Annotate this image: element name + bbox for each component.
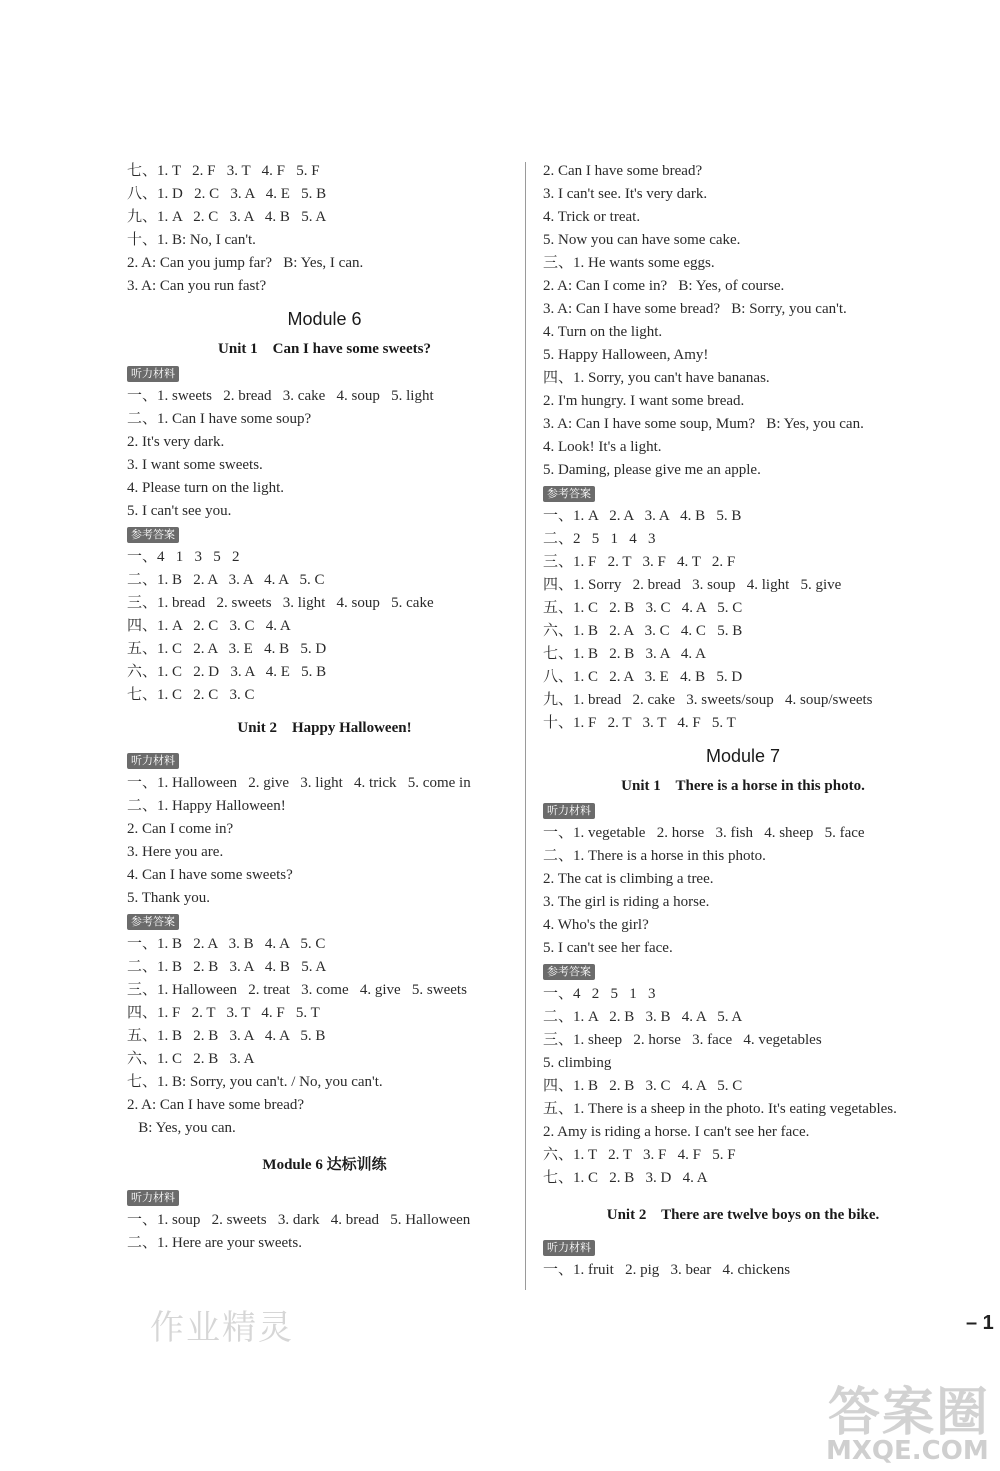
answer-line: 5. I can't see her face.	[543, 940, 673, 956]
module-6-heading: Module 6	[287, 309, 362, 329]
section-block	[127, 933, 522, 1140]
answer-line: 2. Can I have some bread?	[543, 163, 703, 179]
section-block	[127, 160, 522, 298]
answer-line: 十、1. B: No, I can't.	[127, 232, 256, 248]
section-block	[127, 772, 522, 910]
module-7-heading: Module 7	[705, 746, 781, 766]
answer-line: 5. Happy Halloween, Amy!	[543, 347, 709, 363]
answer-line: 2. I'm hungry. I want some bread.	[543, 393, 745, 409]
column-divider	[525, 162, 526, 1290]
answer-line: 七、1. B: Sorry, you can't. / No, you can't.	[127, 1074, 383, 1090]
answer-line: 二、1. Happy Halloween!	[127, 798, 286, 814]
answer-line: 5. I can't see you.	[127, 503, 232, 519]
answer-line: 5. Daming, please give me an apple.	[543, 462, 761, 478]
answer-line: 七、1. C 2. C 3. C	[127, 687, 255, 703]
answer-line: 二、1. Can I have some soup?	[127, 411, 312, 427]
answer-line: 一、1. Halloween 2. give 3. light 4. trick 5. come in	[127, 775, 471, 791]
section-block	[127, 385, 522, 523]
answer-line: 三、1. F 2. T 3. F 4. T 2. F	[543, 554, 736, 570]
answer-line: 3. I want some sweets.	[127, 457, 263, 473]
answer-line: 四、1. B 2. B 3. C 4. A 5. C	[543, 1078, 743, 1094]
listening-label: 听力材料	[127, 366, 179, 382]
answer-line: 4. Who's the girl?	[543, 917, 649, 933]
section-block	[543, 505, 943, 735]
answer-line: 七、1. T 2. F 3. T 4. F 5. F	[127, 163, 320, 179]
section-block	[543, 160, 943, 482]
answer-line: 二、1. B 2. A 3. A 4. A 5. C	[127, 572, 325, 588]
answer-line: 4. Can I have some sweets?	[127, 867, 293, 883]
answer-line: 一、1. A 2. A 3. A 4. B 5. B	[543, 508, 742, 524]
left-column	[127, 160, 522, 1255]
answer-line: 3. A: Can you run fast?	[127, 278, 267, 294]
answer-line: 3. The girl is riding a horse.	[543, 894, 710, 910]
unit-2-heading: Unit 2 There are twelve boys on the bike.	[606, 1207, 880, 1223]
answer-line: 五、1. C 2. B 3. C 4. A 5. C	[543, 600, 743, 616]
answer-line: 2. Can I come in?	[127, 821, 234, 837]
right-column	[543, 160, 943, 1282]
section-block	[543, 822, 943, 960]
watermark-text: 作业精灵	[150, 1308, 294, 1348]
watermark-logo: 答案圈	[828, 1383, 991, 1443]
answers-label: 参考答案	[127, 914, 179, 930]
answer-line: 三、1. He wants some eggs.	[543, 255, 715, 271]
answer-line: 4. Look! It's a light.	[543, 439, 662, 455]
answer-line: 三、1. sheep 2. horse 3. face 4. vegetables	[543, 1032, 822, 1048]
answer-line: 一、1. B 2. A 3. B 4. A 5. C	[127, 936, 326, 952]
answers-label: 参考答案	[127, 527, 179, 543]
listening-label: 听力材料	[127, 753, 179, 769]
answer-line: 二、1. B 2. B 3. A 4. B 5. A	[127, 959, 327, 975]
answer-line: 四、1. Sorry 2. bread 3. soup 4. light 5. give	[543, 577, 842, 593]
answers-label: 参考答案	[543, 486, 595, 502]
answers-label: 参考答案	[543, 964, 595, 980]
answer-line: 二、1. There is a horse in this photo.	[543, 848, 766, 864]
unit-1-heading: Unit 1 There is a horse in this photo.	[621, 778, 865, 794]
answer-line: 4. Please turn on the light.	[127, 480, 285, 496]
unit-1-heading: Unit 1 Can I have some sweets?	[218, 341, 431, 357]
listening-label: 听力材料	[543, 803, 595, 819]
answer-line: 五、1. There is a sheep in the photo. It's eating vegetables.	[543, 1101, 897, 1117]
module-6-training-heading: Module 6 达标训练	[262, 1157, 387, 1173]
listening-label: 听力材料	[543, 1240, 595, 1256]
answer-line: 一、4 2 5 1 3	[543, 986, 656, 1002]
answer-line: 2. The cat is climbing a tree.	[543, 871, 714, 887]
answer-line: 四、1. Sorry, you can't have bananas.	[543, 370, 770, 386]
answer-line: 2. Amy is riding a horse. I can't see her face.	[543, 1124, 810, 1140]
answer-line: 六、1. C 2. B 3. A	[127, 1051, 255, 1067]
answer-line: 一、1. vegetable 2. horse 3. fish 4. sheep 5. face	[543, 825, 865, 841]
answer-line: 二、1. A 2. B 3. B 4. A 5. A	[543, 1009, 743, 1025]
answer-line: 五、1. C 2. A 3. E 4. B 5. D	[127, 641, 327, 657]
answer-line: 五、1. B 2. B 3. A 4. A 5. B	[127, 1028, 326, 1044]
answer-line: 4. Trick or treat.	[543, 209, 641, 225]
answer-line: 一、1. fruit 2. pig 3. bear 4. chickens	[543, 1262, 791, 1278]
answer-line: 二、2 5 1 4 3	[543, 531, 656, 547]
answer-line: 九、1. bread 2. cake 3. sweets/soup 4. soup/sweets	[543, 692, 873, 708]
answer-line: 2. It's very dark.	[127, 434, 225, 450]
answer-line: 5. Thank you.	[127, 890, 211, 906]
answer-line: 一、1. soup 2. sweets 3. dark 4. bread 5. Halloween	[127, 1212, 471, 1228]
answer-line: 六、1. B 2. A 3. C 4. C 5. B	[543, 623, 743, 639]
answer-line: 一、1. sweets 2. bread 3. cake 4. soup 5. light	[127, 388, 434, 404]
answer-line: B: Yes, you can.	[127, 1120, 236, 1136]
answer-line: 四、1. F 2. T 3. T 4. F 5. T	[127, 1005, 320, 1021]
answer-line: 六、1. T 2. T 3. F 4. F 5. F	[543, 1147, 736, 1163]
watermark-url: MXQE.COM	[826, 1436, 989, 1466]
answer-line: 七、1. C 2. B 3. D 4. A	[543, 1170, 708, 1186]
answer-line: 十、1. F 2. T 3. T 4. F 5. T	[543, 715, 736, 731]
answer-line: 六、1. C 2. D 3. A 4. E 5. B	[127, 664, 327, 680]
answer-line: 三、1. bread 2. sweets 3. light 4. soup 5. cake	[127, 595, 434, 611]
section-block	[543, 1259, 943, 1282]
answer-line: 三、1. Halloween 2. treat 3. come 4. give 5. sweets	[127, 982, 467, 998]
answer-line: 二、1. Here are your sweets.	[127, 1235, 302, 1251]
answer-line: 七、1. B 2. B 3. A 4. A	[543, 646, 706, 662]
answer-line: 八、1. C 2. A 3. E 4. B 5. D	[543, 669, 743, 685]
answer-line: 4. Turn on the light.	[543, 324, 663, 340]
answer-line: 九、1. A 2. C 3. A 4. B 5. A	[127, 209, 327, 225]
answer-line: 八、1. D 2. C 3. A 4. E 5. B	[127, 186, 327, 202]
answer-line: 四、1. A 2. C 3. C 4. A	[127, 618, 291, 634]
answer-line: 2. A: Can you jump far? B: Yes, I can.	[127, 255, 364, 271]
section-block	[127, 546, 522, 707]
answer-line: 3. Here you are.	[127, 844, 224, 860]
listening-label: 听力材料	[127, 1190, 179, 1206]
answer-line: 5. Now you can have some cake.	[543, 232, 741, 248]
answer-line: 3. A: Can I have some soup, Mum? B: Yes, you can.	[543, 416, 864, 432]
answer-line: 5. climbing	[543, 1055, 612, 1071]
answer-line: 3. A: Can I have some bread? B: Sorry, you can't.	[543, 301, 847, 317]
page-number: – 1	[966, 1312, 994, 1334]
section-block	[127, 1209, 522, 1255]
answer-line: 3. I can't see. It's very dark.	[543, 186, 708, 202]
unit-2-heading: Unit 2 Happy Halloween!	[237, 720, 412, 736]
answer-line: 一、4 1 3 5 2	[127, 549, 240, 565]
section-block	[543, 983, 943, 1190]
answer-line: 2. A: Can I come in? B: Yes, of course.	[543, 278, 785, 294]
answer-line: 2. A: Can I have some bread?	[127, 1097, 305, 1113]
